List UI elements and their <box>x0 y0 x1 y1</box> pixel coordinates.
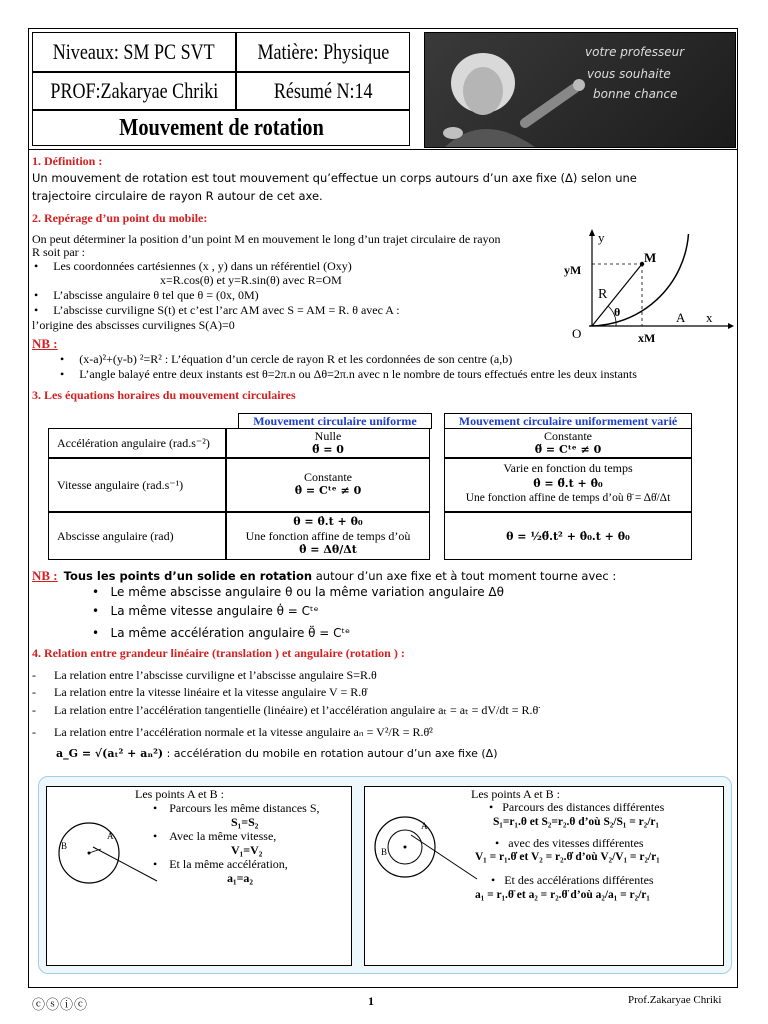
diag-M: M <box>644 250 657 265</box>
row3-c1-c: θ̇ = Δθ/Δt <box>299 543 357 556</box>
s4-line-4: - La relation entre l’accélération normale et la vitesse angulaire aₙ = V²/R = R.θ̇² <box>32 725 433 739</box>
row2-c1 <box>226 458 430 512</box>
banner-line-3: bonne chance <box>593 87 678 101</box>
matiere-text: Matière: Physique <box>257 39 389 64</box>
s4-l5-eq: a_G = √(aₜ² + aₙ²) <box>56 747 164 760</box>
prof-box <box>32 72 236 110</box>
table-col2-header <box>444 413 692 429</box>
left-B: B <box>61 841 68 851</box>
nb1-b2-text: L’angle balayé entre deux instants est θ=2π.n ou Δθ=2π.n avec n le nombre de tours effectués entre les deux instants <box>79 367 637 381</box>
section-1-heading: 1. Définition : <box>32 154 103 168</box>
s4-l5-text: : accélération du mobile en rotation autour d’un axe fixe (Δ) <box>163 747 498 760</box>
s2-b1-text: Les coordonnées cartésiennes (x , y) dans un référentiel (Oxy) <box>53 259 352 273</box>
row1-c2 <box>444 428 692 458</box>
s2-intro-2: R soit par : <box>32 245 85 259</box>
diag-y: y <box>598 230 605 245</box>
card-right <box>364 786 724 966</box>
right-t4: • avec des vitesses différentes <box>495 836 644 850</box>
page-number: 1 <box>368 994 374 1008</box>
s2-b2-text: L’abscisse angulaire θ tel que θ = (0x, 0M) <box>53 288 259 302</box>
right-t6: • Et des accélérations différentes <box>491 873 654 887</box>
section-2-heading: 2. Repérage d’un point du mobile: <box>32 211 208 225</box>
right-t5: V₁ = r₁.θ̇ et V₂ = r₂.θ̇ d’où V₂/V₁ = r₂/r₁ <box>475 851 660 863</box>
nb2-item-1: • Le même abscisse angulaire θ ou la même variation angulaire Δθ <box>92 585 504 599</box>
row3-c1 <box>226 512 430 560</box>
nb1-b1-text: (x-a)²+(y-b) ²=R² : L’équation d’un cercle de rayon R et les cordonnées de son centre (a,b) <box>79 352 513 366</box>
left-t3: S₁=S₂ <box>231 815 259 829</box>
right-disk-diagram <box>371 807 481 897</box>
col1-header-text: Mouvement circulaire uniforme <box>253 414 417 428</box>
s2-intro-1: On peut déterminer la position d’un point M en mouvement le long d’un trajet circulaire de rayon <box>32 232 501 246</box>
row2-c2-a: Varie en fonction du temps <box>503 461 633 475</box>
left-t2-text: Parcours les même distances S, <box>169 801 320 815</box>
s2-bullet-3: • L’abscisse curviligne S(t) et c’est l’arc AM avec S = AM = R. θ avec A : <box>34 303 400 317</box>
nb1-bullet-1: • (x-a)²+(y-b) ²=R² : L’équation d’un cercle de rayon R et les cordonnées de son centre (a,b) <box>60 352 513 366</box>
diag-R: R <box>598 287 608 302</box>
right-t1: Les points A et B : <box>471 787 561 801</box>
row2-c2 <box>444 458 692 512</box>
nb2-lead-bold: Tous les points d’un solide en rotation <box>63 569 313 583</box>
row2-c2-c: Une fonction affine de temps d’où θ̈ = Δθ̇/Δt <box>465 492 671 504</box>
section-3-heading: 3. Les équations horaires du mouvement circulaires <box>32 388 296 402</box>
resume-box <box>236 72 410 110</box>
s4-line-3: - La relation entre l’accélération tangentielle (linéaire) et l’accélération angulaire aₜ = aₜ = dV/dt = R.θ̈ <box>32 703 539 717</box>
row2-label-text: Vitesse angulaire (rad.s⁻¹) <box>57 477 184 492</box>
banner-image <box>424 32 736 148</box>
niveaux-box <box>32 32 236 72</box>
banner-line-1: votre professeur <box>585 45 685 59</box>
row2-c1-b: θ̇ = Cᵗᵉ ≠ 0 <box>294 484 362 497</box>
nb2-lead-rest: autour d’un axe fixe et à tout moment tourne avec : <box>312 569 617 583</box>
row1-c2-b: θ̈ = Cᵗᵉ ≠ 0 <box>534 443 602 456</box>
right-t6-text: Et des accélérations différentes <box>504 873 654 887</box>
matiere-box <box>236 32 410 72</box>
prof-text: PROF:Zakaryae Chriki <box>50 78 218 103</box>
right-t7: a₁ = r₁.θ̈ et a₂ = r₂.θ̈ d’où a₂/a₁ = r₂/r₁ <box>475 889 650 901</box>
s4-l4-text: La relation entre l’accélération normale et la vitesse angulaire aₙ = V²/R = R.θ̇² <box>54 725 433 739</box>
footer-author: Prof.Zakaryae Chriki <box>628 994 722 1006</box>
left-t7: a₁=a₂ <box>227 871 254 885</box>
card-left <box>46 786 352 966</box>
s4-l1-text: La relation entre l’abscisse curviligne et l’abscisse angulaire S=R.θ <box>54 668 377 682</box>
row1-c2-a: Constante <box>544 429 592 443</box>
row2-label <box>48 458 226 512</box>
left-t1: Les points A et B : <box>135 787 225 801</box>
left-t2: • Parcours les même distances S, <box>153 801 320 815</box>
row2-c2-b: θ̇ = θ̈.t + θ̇₀ <box>533 477 603 490</box>
diag-O: O <box>572 326 582 341</box>
left-A: A <box>107 831 114 841</box>
right-t2-text: Parcours des distances différentes <box>502 800 665 814</box>
diag-yM: yM <box>564 263 582 277</box>
title-box <box>32 110 410 146</box>
s4-l3-text: La relation entre l’accélération tangentielle (linéaire) et l’accélération angulaire aₜ = aₜ = dV/dt = R.θ̈ <box>54 703 539 717</box>
s1-line-2: trajectoire circulaire de rayon R autour de cet axe. <box>32 189 323 203</box>
nb2-item-1-text: Le même abscisse angulaire θ ou la même variation angulaire Δθ <box>110 585 504 599</box>
section-4-heading: 4. Relation entre grandeur linéaire (translation ) et angulaire (rotation ) : <box>32 646 405 660</box>
right-B: B <box>381 847 388 857</box>
left-t4: • Avec la même vitesse, <box>153 829 277 843</box>
s2-b3-text: L’abscisse curviligne S(t) et c’est l’arc AM avec S = AM = R. θ avec A : <box>53 303 400 317</box>
right-t2: • Parcours des distances différentes <box>489 800 665 814</box>
s2-bullet-2: • L’abscisse angulaire θ tel que θ = (0x, 0M) <box>34 288 259 302</box>
license-icon: ⓒⓢⓘⓒ <box>32 997 89 1012</box>
nb2-lead <box>32 568 616 584</box>
right-t4-text: avec des vitesses différentes <box>508 836 644 850</box>
s4-line-5 <box>56 746 498 761</box>
left-t6: • Et la même accélération, <box>153 857 288 871</box>
row1-c1 <box>226 428 430 458</box>
header-separator <box>28 149 738 150</box>
nb2-label: NB : <box>32 568 58 583</box>
row1-c1-b: θ̈ = 0 <box>312 443 344 456</box>
banner-line-2: vous souhaite <box>587 67 671 81</box>
diag-xM: xM <box>638 331 656 345</box>
row1-label <box>48 428 226 458</box>
row1-c1-a: Nulle <box>314 429 342 443</box>
col2-header-text: Mouvement circulaire uniformement varié <box>458 414 678 428</box>
diag-theta: θ <box>614 305 621 319</box>
row3-label-text: Abscisse angulaire (rad) <box>57 528 174 543</box>
s4-l2-text: La relation entre la vitesse linéaire et la vitesse angulaire V = R.θ̇ <box>54 685 367 699</box>
nb2-item-3-text: La même accélération angulaire θ̈ = Cᵗᵉ <box>110 626 351 640</box>
nb1-bullet-2: • L’angle balayé entre deux instants est θ=2π.n ou Δθ=2π.n avec n le nombre de tours effectués entre les deux instants <box>60 367 637 381</box>
nb2-item-2: • La même vitesse angulaire θ̇ = Cᵗᵉ <box>92 604 319 618</box>
row3-c2-text: θ = ½θ̈.t² + θ̇₀.t + θ₀ <box>506 529 630 543</box>
left-t4-text: Avec la même vitesse, <box>169 829 277 843</box>
diag-A: A <box>676 310 686 325</box>
s2-bullet-1: • Les coordonnées cartésiennes (x , y) dans un référentiel (Oxy) <box>34 259 352 273</box>
niveaux-text: Niveaux: SM PC SVT <box>53 39 215 64</box>
row2-c1-a: Constante <box>304 470 352 484</box>
nb1-label: NB : <box>32 336 58 351</box>
s2-b3-end: l’origine des abscisses curvilignes S(A)=0 <box>32 318 235 332</box>
s2-b1-eq: x=R.cos(θ) et y=R.sin(θ) avec R=OM <box>160 273 342 287</box>
right-t3: S₁=r₁.θ et S₂=r₂.θ d’où S₂/S₁ = r₂/r₁ <box>493 816 659 828</box>
table-col1-header <box>238 413 432 429</box>
circle-diagram <box>556 226 736 346</box>
row3-c1-a: θ = θ̇.t + θ₀ <box>293 515 363 528</box>
nb2-item-3: • La même accélération angulaire θ̈ = Cᵗᵉ <box>92 626 351 640</box>
left-t6-text: Et la même accélération, <box>169 857 288 871</box>
row3-label <box>48 512 226 560</box>
diag-x: x <box>706 310 713 325</box>
row3-c2 <box>444 512 692 560</box>
right-A: A <box>421 821 428 831</box>
page-title: Mouvement de rotation <box>118 114 324 141</box>
left-t5: V₁=V₂ <box>231 843 263 857</box>
row1-label-text: Accélération angulaire (rad.s⁻²) <box>57 435 210 450</box>
portrait-icon <box>425 33 735 147</box>
s4-line-2: - La relation entre la vitesse linéaire et la vitesse angulaire V = R.θ̇ <box>32 685 367 699</box>
row3-c1-b: Une fonction affine de temps d’où <box>245 529 411 543</box>
s4-line-1: - La relation entre l’abscisse curviligne et l’abscisse angulaire S=R.θ <box>32 668 377 682</box>
nb2-item-2-text: La même vitesse angulaire θ̇ = Cᵗᵉ <box>110 604 319 618</box>
resume-text: Résumé N:14 <box>273 78 373 103</box>
s1-line-1: Un mouvement de rotation est tout mouvement qu’effectue un corps autours d’un axe fixe (Δ) selon une <box>32 171 637 185</box>
left-disk-diagram <box>53 813 163 893</box>
